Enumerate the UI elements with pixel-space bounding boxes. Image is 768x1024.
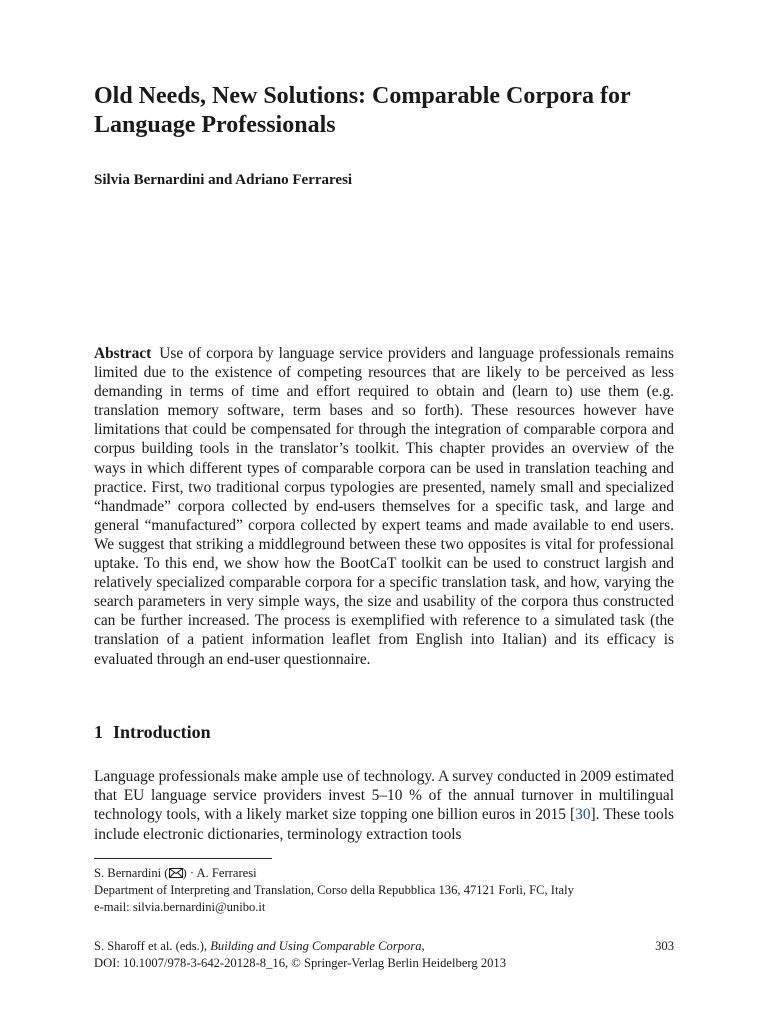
footnote-authors xyxy=(94,865,674,882)
abstract xyxy=(94,344,674,669)
section-title: Introduction xyxy=(113,722,211,742)
footer-doi: DOI: 10.1007/978-3-642-20128-8_16, © Springer-Verlag Berlin Heidelberg 2013 xyxy=(94,956,507,970)
author-list: Silvia Bernardini and Adriano Ferraresi xyxy=(94,172,353,188)
section-number: 1 xyxy=(94,722,103,742)
footer-citation xyxy=(94,938,674,955)
footer-citation-prefix: S. Sharoff et al. (eds.), xyxy=(94,939,211,953)
envelope-icon xyxy=(169,866,183,876)
page-number: 303 xyxy=(655,939,674,953)
citation-link[interactable]: 30 xyxy=(575,806,591,824)
intro-text: Language professionals make ample use of technology. A survey conducted in 2009 estimated that EU language service providers invest 5–10 % of the annual turnover in multilingual technology tools, with a likely market size topping one billion euros in 2015 [ xyxy=(94,768,674,824)
section-heading xyxy=(94,722,211,743)
intro-paragraph xyxy=(94,767,674,844)
footnote-divider xyxy=(94,858,272,859)
footnote-email: e-mail: silvia.bernardini@unibo.it xyxy=(94,900,266,914)
footnote-author-2: ) · A. Ferraresi xyxy=(182,866,257,880)
footnote-author-1: S. Bernardini ( xyxy=(94,866,169,880)
paper-title: Old Needs, New Solutions: Comparable Corpora for Language Professionals xyxy=(94,83,631,138)
footer-citation-suffix: , xyxy=(421,939,425,953)
page-footer xyxy=(94,938,674,972)
author-footnote xyxy=(94,865,674,916)
footer-book-title: Building and Using Comparable Corpora xyxy=(210,939,422,953)
intro-text-continued: ]. These tools include electronic dictionaries, terminology extraction tools xyxy=(94,806,674,843)
abstract-text: Use of corpora by language service providers and language professionals remains limited due to the existence of competing resources that are likely to be perceived as less demanding in terms of time and effort required to obtain and (learn to) use them (e.g. translation memory software, term bases and so forth). These resources however have limitations that could be compensated for through the integration of comparable corpora and corpus building tools in the translator’s toolkit. This chapter provides an overview of the ways in which different types of comparable corpora can be used in translation teaching and practice. First, two traditional corpus typologies are presented, namely small and specialized “handmade” corpora collected by end-users themselves for a specific task, and large and general “manufactured” corpora collected by expert teams and made available to end users. We suggest that striking a middleground between these two opposites is vital for professional uptake. To this end, we show how the BootCaT toolkit can be used to construct largish and relatively specialized comparable corpora for a specific translation task, and how, varying the search parameters in very simple ways, the size and usability of the corpora thus constructed can be further increased. The process is exemplified with reference to a simulated task (the translation of a patient information leaflet from English into Italian) and its efficacy is evaluated through an end-user questionnaire. xyxy=(94,345,674,668)
footnote-affiliation: Department of Interpreting and Translation, Corso della Repubblica 136, 47121 Forlì, FC, Italy xyxy=(94,883,574,897)
abstract-label: Abstract xyxy=(94,345,152,362)
